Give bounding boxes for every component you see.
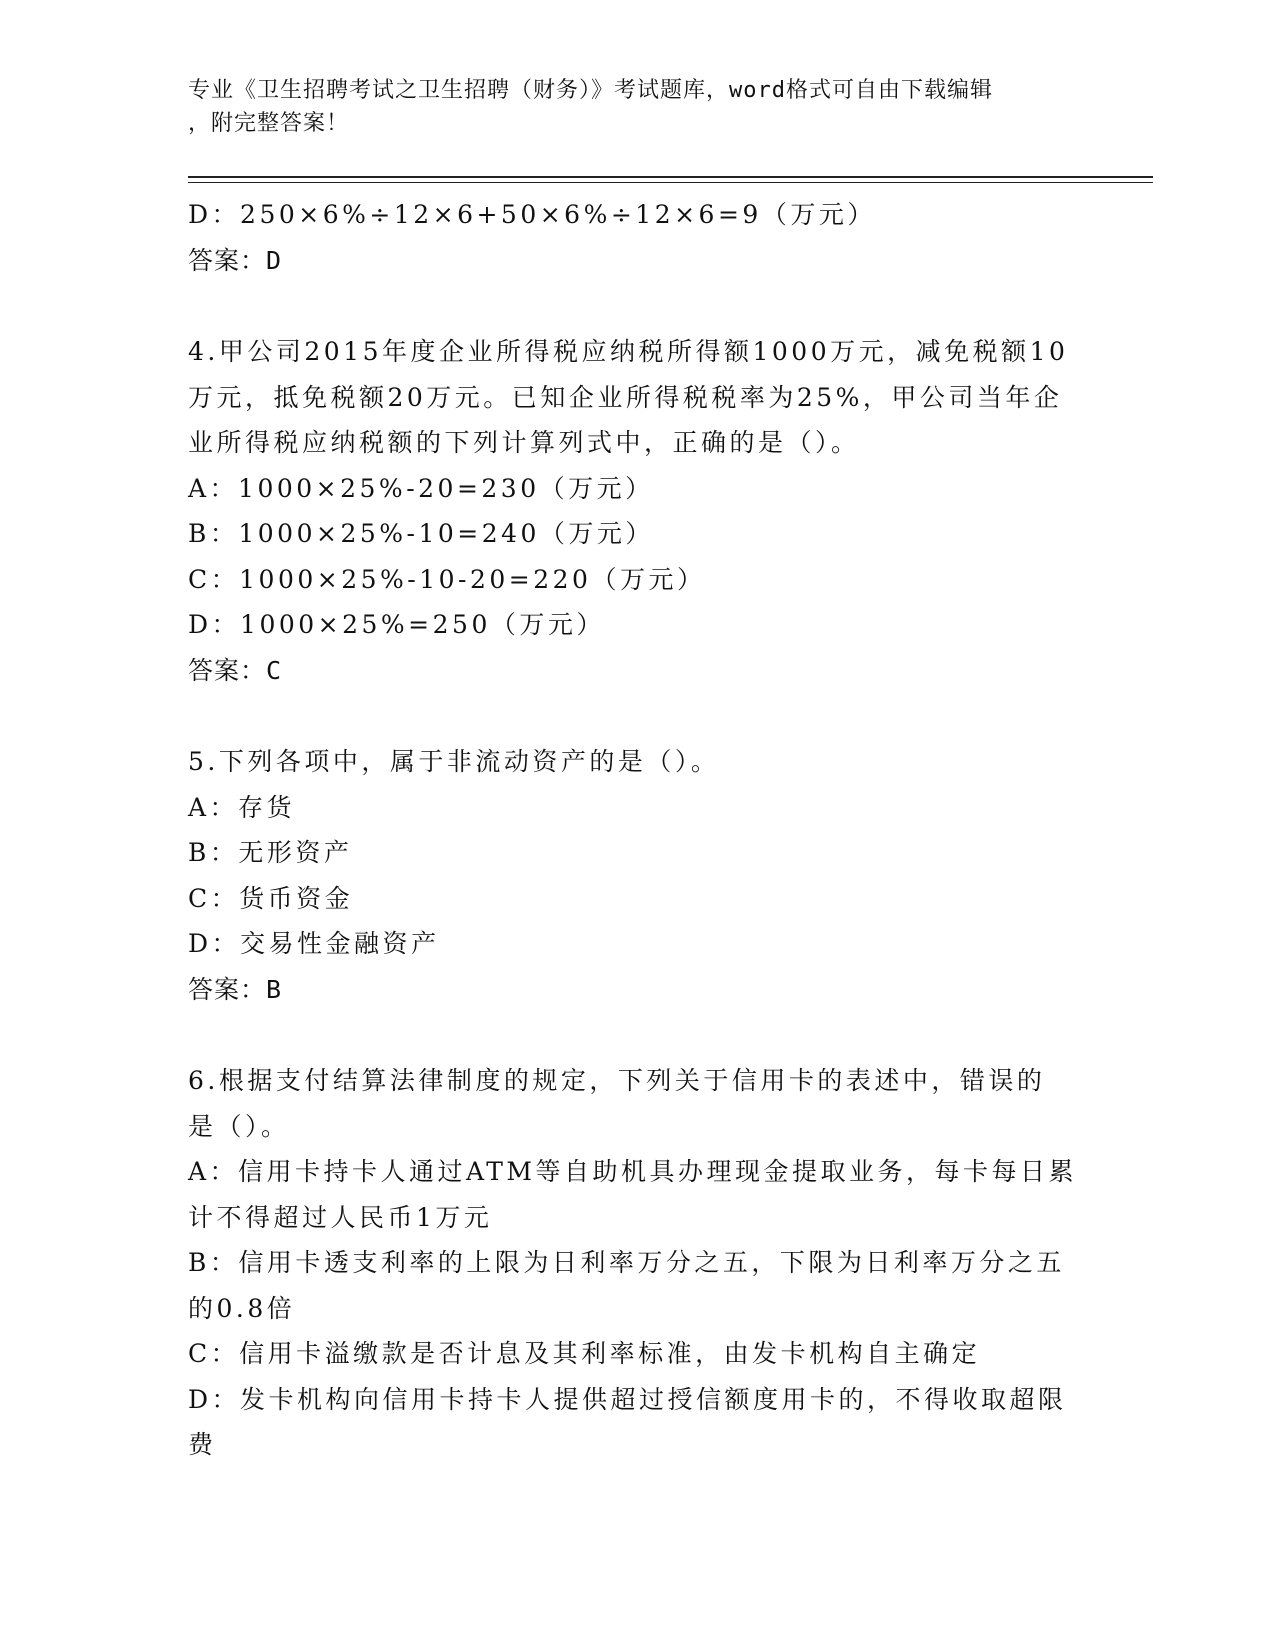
header-divider-thin <box>188 182 1153 183</box>
header-divider-thick <box>188 176 1153 178</box>
option-c: C：1000×25%-10-20=220（万元） <box>188 564 706 594</box>
option-b: B：信用卡透支利率的上限为日利率万分之五，下限为日利率万分之五 <box>188 1248 1065 1277</box>
answer-line: 答案：C <box>188 655 283 685</box>
question-3-tail <box>188 192 1068 283</box>
question-stem-line: 5.下列各项中，属于非流动资产的是（）。 <box>188 747 720 776</box>
option-d: D：交易性金融资产 <box>188 929 440 958</box>
spacer <box>188 283 1068 329</box>
option-a: A：1000×25%-20=230（万元） <box>188 473 654 503</box>
question-stem-line: 万元，抵免税额20万元。已知企业所得税税率为25%，甲公司当年企 <box>188 382 1063 412</box>
option-a: A：存货 <box>188 792 296 822</box>
option-b: B：无形资产 <box>188 838 353 867</box>
header-line-2: ，附完整答案！ <box>188 111 350 136</box>
question-stem-line: 业所得税应纳税额的下列计算列式中，正确的是（）。 <box>188 428 860 457</box>
document-header <box>188 74 1068 140</box>
question-stem-line: 4.甲公司2015年度企业所得税应纳税所得额1000万元，减免税额10 <box>188 337 1069 366</box>
document-body <box>188 192 1078 1468</box>
spacer <box>188 1012 1068 1058</box>
answer-line: 答案：B <box>188 974 283 1004</box>
option-b: B：1000×25%-10=240（万元） <box>188 519 654 548</box>
option-b-continued: 的0.8倍 <box>188 1293 296 1323</box>
question-5 <box>188 739 1068 1012</box>
option-c: C：货币资金 <box>188 883 354 913</box>
question-4 <box>188 329 1068 693</box>
spacer <box>188 693 1068 739</box>
option-a-continued: 计不得超过人民币1万元 <box>188 1202 493 1232</box>
question-stem-line: 6.根据支付结算法律制度的规定，下列关于信用卡的表述中，错误的 <box>188 1066 1046 1095</box>
answer-line: 答案：D <box>188 245 283 275</box>
question-stem-line: 是（）。 <box>188 1111 290 1141</box>
option-d-continued: 费 <box>188 1430 217 1459</box>
option-d: D：250×6%÷12×6+50×6%÷12×6=9（万元） <box>188 200 876 229</box>
option-c: C：信用卡溢缴款是否计息及其利率标准，由发卡机构自主确定 <box>188 1339 981 1368</box>
question-6 <box>188 1058 1078 1468</box>
option-d: D：1000×25%=250（万元） <box>188 610 605 639</box>
option-d: D：发卡机构向信用卡持卡人提供超过授信额度用卡的，不得收取超限 <box>188 1384 1067 1414</box>
option-a: A：信用卡持卡人通过ATM等自助机具办理现金提取业务，每卡每日累 <box>188 1157 1078 1186</box>
header-line-1: 专业《卫生招聘考试之卫生招聘（财务）》考试题库，word格式可自由下载编辑 <box>188 78 993 103</box>
